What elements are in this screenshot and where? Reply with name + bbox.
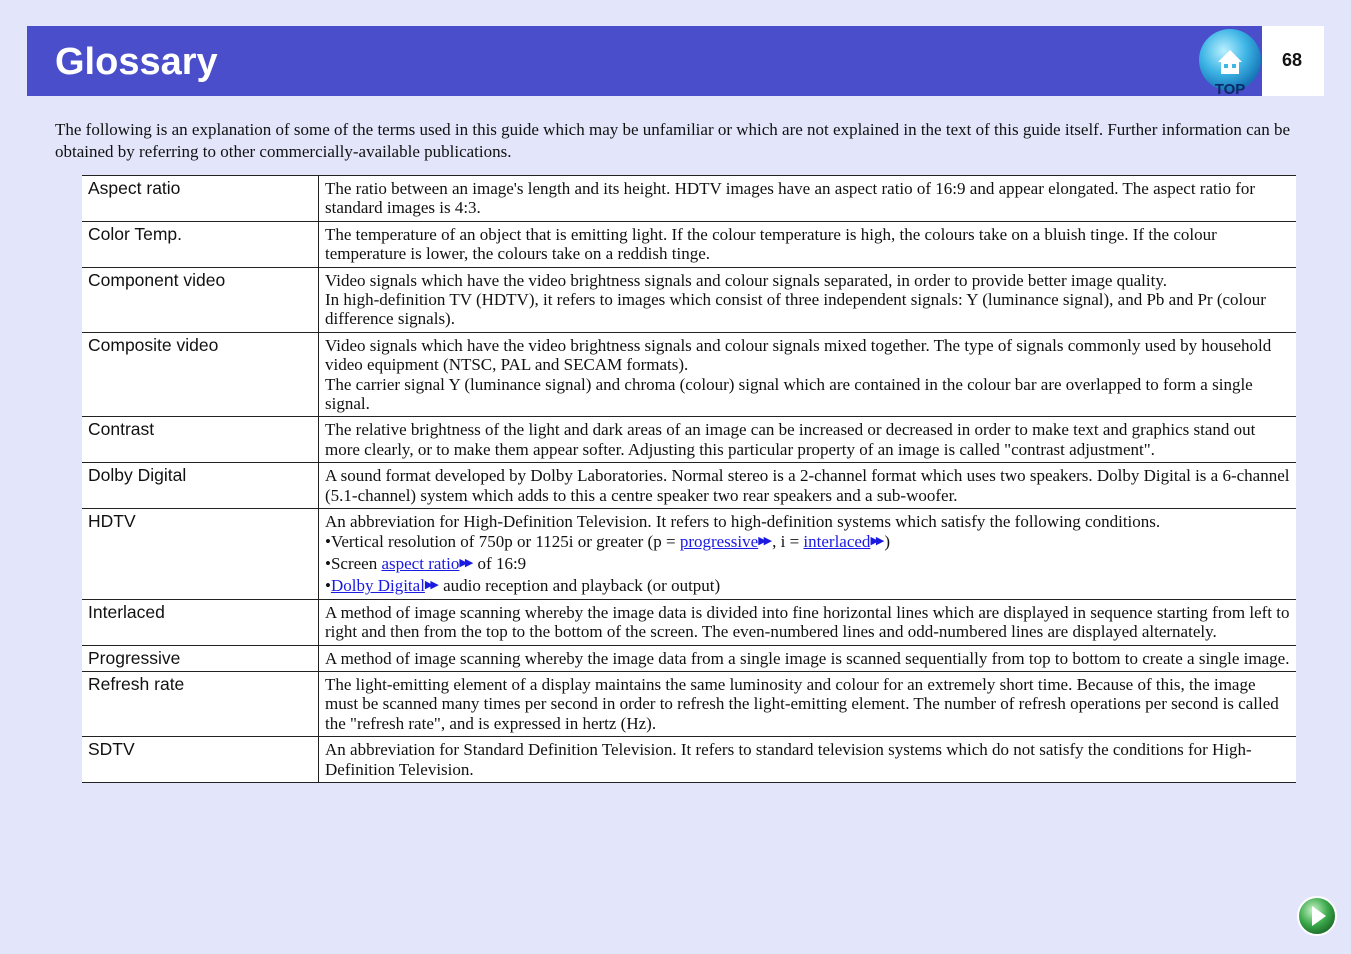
table-row [82,176,1296,222]
table-row [82,267,1296,332]
hdtv-bullet-resolution [325,532,1290,551]
top-home-icon [1197,28,1263,96]
definition-cell [319,599,1297,645]
table-row [82,463,1296,509]
definition-text: An abbreviation for High-Definition Television. It refers to high-definition systems which satisfy the following conditions. [325,512,1161,532]
table-row [82,671,1296,736]
table-row [82,737,1296,783]
term-cell: SDTV [82,737,319,783]
definition-text: A sound format developed by Dolby Laboratories. Normal stereo is a 2-channel format which uses two speakers. Dolby Digital is a 6-channel (5.1-channel) system which adds to this a centre speaker two rear speakers and a sub-woofer. [325,466,1290,505]
link-arrow-icon: ▶▶ [459,556,471,569]
definition-text: The ratio between an image's length and its height. HDTV images have an aspect ratio of 16:9 and appear elongated. The aspect ratio for standard images is 4:3. [325,179,1256,218]
definition-text: The relative brightness of the light and dark areas of an image can be increased or decreased in order to make text and graphics stand out more clearly, or to make them appear softer. Adjusting this particular property of an image is called "contrast adjustment". [325,420,1256,459]
link-progressive[interactable]: progressive [679,531,759,551]
next-page-button[interactable] [1296,895,1338,937]
definition-text: In high-definition TV (HDTV), it refers to images which consist of three independent signals: Y (luminance signal), and Pb and Pr (colour difference signals). [325,290,1266,329]
bullet-text: •Screen [325,553,382,573]
definition-text: The carrier signal Y (luminance signal) and chroma (colour) signal which are contained in the colour bar are overlapped to form a single signal. [325,374,1253,414]
term-cell: Refresh rate [82,671,319,736]
definition-cell [319,509,1297,600]
bullet-text: audio reception and playback (or output) [438,576,721,596]
definition-text: A method of image scanning whereby the image data is divided into fine horizontal lines which are displayed in sequence starting from left to right and then from the top to the bottom of the screen. The even-numbered lines and odd-numbered lines are displayed alternately. [325,602,1290,642]
term-cell: Dolby Digital [82,463,319,509]
hdtv-bullet-audio [325,576,1290,595]
header-bar [27,26,1262,96]
term-cell: Progressive [82,645,319,671]
term-cell: Contrast [82,417,319,463]
definition-text: Video signals which have the video brightness signals and colour signals separated, in order to provide better image quality. [325,270,1167,290]
link-aspect-ratio[interactable]: aspect ratio [381,553,460,573]
link-arrow-icon: ▶▶ [758,534,770,547]
bullet-text: •Vertical resolution of 750p or 1125i or greater (p = [325,531,680,551]
link-dolby-digital[interactable]: Dolby Digital [330,576,425,596]
next-page-arrow-icon [1296,895,1338,937]
link-interlaced[interactable]: interlaced [803,531,871,551]
table-row [82,599,1296,645]
top-label: TOP [1214,81,1246,96]
table-row [82,332,1296,417]
bullet-text: ) [884,531,891,551]
page-number-box [1262,26,1324,96]
definition-cell [319,671,1297,736]
glossary-table [82,175,1296,783]
link-arrow-icon: ▶▶ [870,534,882,547]
table-row [82,509,1296,600]
definition-cell [319,176,1297,222]
definition-cell [319,737,1297,783]
term-cell: Interlaced [82,599,319,645]
bullet-text: , i = [772,531,804,551]
term-cell: HDTV [82,509,319,600]
definition-cell [319,463,1297,509]
term-cell: Color Temp. [82,221,319,267]
definition-cell [319,267,1297,332]
intro-paragraph: The following is an explanation of some of the terms used in this guide which may be unfamiliar or which are not explained in the text of this guide itself. Further information can be obtained by referring to other commercially-available publications. [55,120,1291,161]
term-cell: Composite video [82,332,319,417]
table-row [82,221,1296,267]
link-arrow-icon: ▶▶ [424,579,436,592]
definition-cell [319,417,1297,463]
table-row [82,417,1296,463]
bullet-text: • [325,576,331,596]
definition-cell [319,645,1297,671]
definition-text: A method of image scanning whereby the image data from a single image is scanned sequentially from top to bottom to create a single image. [325,648,1290,668]
definition-cell [319,221,1297,267]
term-cell: Component video [82,267,319,332]
page-number: 68 [1281,50,1303,70]
definition-text: The temperature of an object that is emitting light. If the colour temperature is high, the colours take on a bluish tinge. If the colour temperature is lower, the colours take on a reddish tinge. [325,224,1217,264]
table-row [82,645,1296,671]
definition-text: The light-emitting element of a display maintains the same luminosity and colour for an extremely short time. Because of this, the image must be scanned many times per second in order to refresh the light-emitting element. The number of refresh operations per second is called the "refresh rate", and is expressed in hertz (Hz). [325,674,1279,733]
page-title: Glossary [55,41,218,83]
definition-text: Video signals which have the video brightness signals and colour signals mixed together. The type of signals commonly used by household video equipment (NTSC, PAL and SECAM formats). [325,335,1272,375]
hdtv-bullet-screen [325,554,1290,573]
definition-cell [319,332,1297,417]
definition-text: An abbreviation for Standard Definition Television. It refers to standard television systems which do not satisfy the conditions for High-Definition Television. [325,740,1252,779]
term-cell: Aspect ratio [82,176,319,222]
top-home-button[interactable] [1197,28,1263,96]
bullet-text: of 16:9 [473,553,527,573]
